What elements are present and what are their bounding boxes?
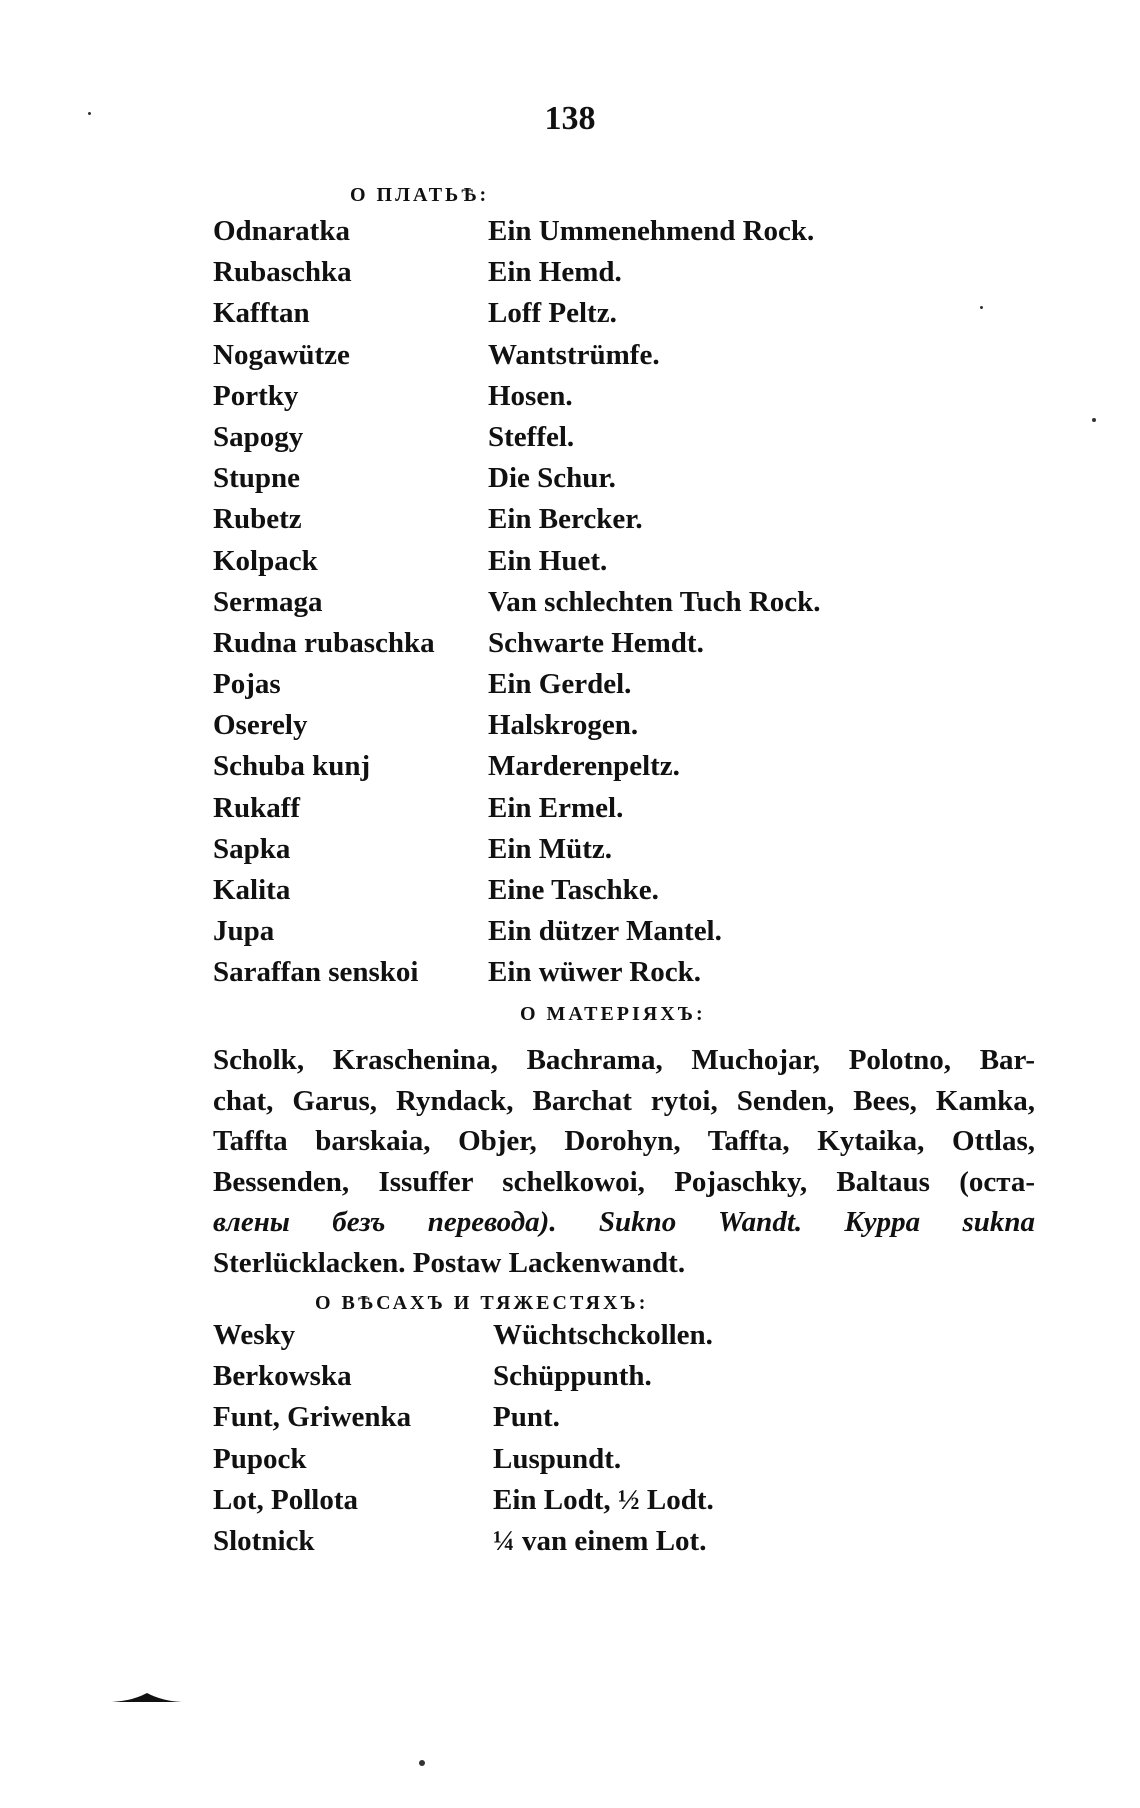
paragraph-line: chat, Garus, Ryndack, Barchat rytoi, Senden, Bees, Kamka, [213,1084,1035,1117]
term: Pupock [213,1442,307,1475]
term: Lot, Pollota [213,1483,358,1516]
paragraph-line: Bessenden, Issuffer schelkowoi, Pojaschky, Baltaus (оста- [213,1165,1035,1198]
term: Pojas [213,668,281,701]
vocab-row [213,462,933,503]
translation: Halskrogen. [488,709,639,742]
translation: Ein dützer Mantel. [488,915,722,948]
scan-speck [88,112,91,115]
term: Sermaga [213,585,323,618]
vocab-row [213,1319,933,1360]
translation: Hosen. [488,379,573,412]
translation: Ein Gerdel. [488,668,632,701]
paragraph-line: Sterlücklacken. Postaw Lackenwandt. [213,1246,686,1279]
term: Rukaff [213,791,301,824]
translation: Eine Taschke. [488,874,659,906]
scan-speck [419,1760,425,1766]
vocab-row [213,339,933,380]
term: Sapogy [213,420,304,453]
page-number: 138 [544,100,596,137]
vocab-row [213,1360,933,1401]
materials-paragraph [213,1040,1035,1283]
vocab-row [213,1484,933,1525]
term: Nogawütze [213,338,350,371]
term: Rudna rubaschka [213,626,435,659]
term: Odnaratka [213,215,350,247]
vocab-row [213,792,933,833]
vocab-row [213,545,933,586]
translation: Marderenpeltz. [488,750,680,783]
translation: Schwarte Hemdt. [488,626,704,659]
term: Rubaschka [213,256,352,289]
vocab-row [213,503,933,544]
translation: Ein Bercker. [488,503,643,536]
vocab-row [213,956,933,997]
term: Funt, Griwenka [213,1401,412,1434]
term: Portky [213,379,299,412]
translation: Ein Huet. [488,544,608,577]
paragraph-line: Taffta barskaia, Objer, Dorohyn, Taffta, Kytaika, Ottlas, [213,1125,1035,1157]
section-heading-clothes: О ПЛАТЬѢ: [350,184,490,206]
vocab-row [213,915,933,956]
vocab-row [213,256,933,297]
scan-speck [1092,418,1096,422]
translation: Die Schur. [488,462,616,495]
vocab-row [213,380,933,421]
translation: Schüppunth. [493,1360,652,1393]
term: Oserely [213,709,308,742]
vocab-row [213,421,933,462]
translation: Ein Ermel. [488,791,624,824]
term: Kolpack [213,544,318,577]
translation: Loff Peltz. [488,297,617,330]
vocab-row [213,586,933,627]
term: Sapka [213,832,291,865]
vocab-row [213,750,933,791]
end-ornament [112,1690,182,1704]
scan-speck [980,306,983,309]
vocab-row [213,297,933,338]
vocab-row [213,215,933,256]
vocab-row [213,627,933,668]
vocab-row [213,833,933,874]
translation: Ein Mütz. [488,832,613,865]
term: Stupne [213,462,301,495]
translation: Steffel. [488,420,575,453]
translation: Wüchtschckollen. [493,1319,713,1351]
paragraph-line: Scholk, Kraschenina, Bachrama, Muchojar, Polotno, Bar- [213,1044,1035,1076]
translation: Van schlechten Tuch Rock. [488,585,821,618]
clothes-vocabulary-list [213,215,933,998]
section-heading-materials: О МАТЕРІЯХЪ: [520,1003,706,1025]
paragraph-line: влены безъ перевода). Sukno Wandt. Kyppa sukna [213,1206,1035,1238]
translation: ¼ van einem Lot. [493,1524,707,1557]
vocab-row [213,1401,933,1442]
term: Saraffan senskoi [213,956,419,989]
translation: Ein Ummenehmend Rock. [488,215,815,247]
term: Slotnick [213,1524,315,1557]
vocab-row [213,709,933,750]
vocab-row [213,668,933,709]
term: Kafftan [213,297,310,330]
translation: Ein Hemd. [488,256,622,289]
translation: Ein wüwer Rock. [488,956,701,989]
section-heading-weights: О ВѢСАХЪ И ТЯЖЕСТЯХЪ: [315,1292,649,1314]
translation: Ein Lodt, ½ Lodt. [493,1483,714,1516]
vocab-row [213,1525,933,1566]
term: Schuba kunj [213,750,371,783]
term: Jupa [213,915,275,948]
vocab-row [213,874,933,915]
term: Rubetz [213,503,302,536]
translation: Punt. [493,1401,560,1434]
vocab-row [213,1443,933,1484]
translation: Luspundt. [493,1442,622,1475]
term: Kalita [213,874,291,906]
translation: Wantstrümfe. [488,338,660,371]
term: Berkowska [213,1360,352,1393]
term: Wesky [213,1319,296,1351]
weights-vocabulary-list [213,1319,933,1566]
